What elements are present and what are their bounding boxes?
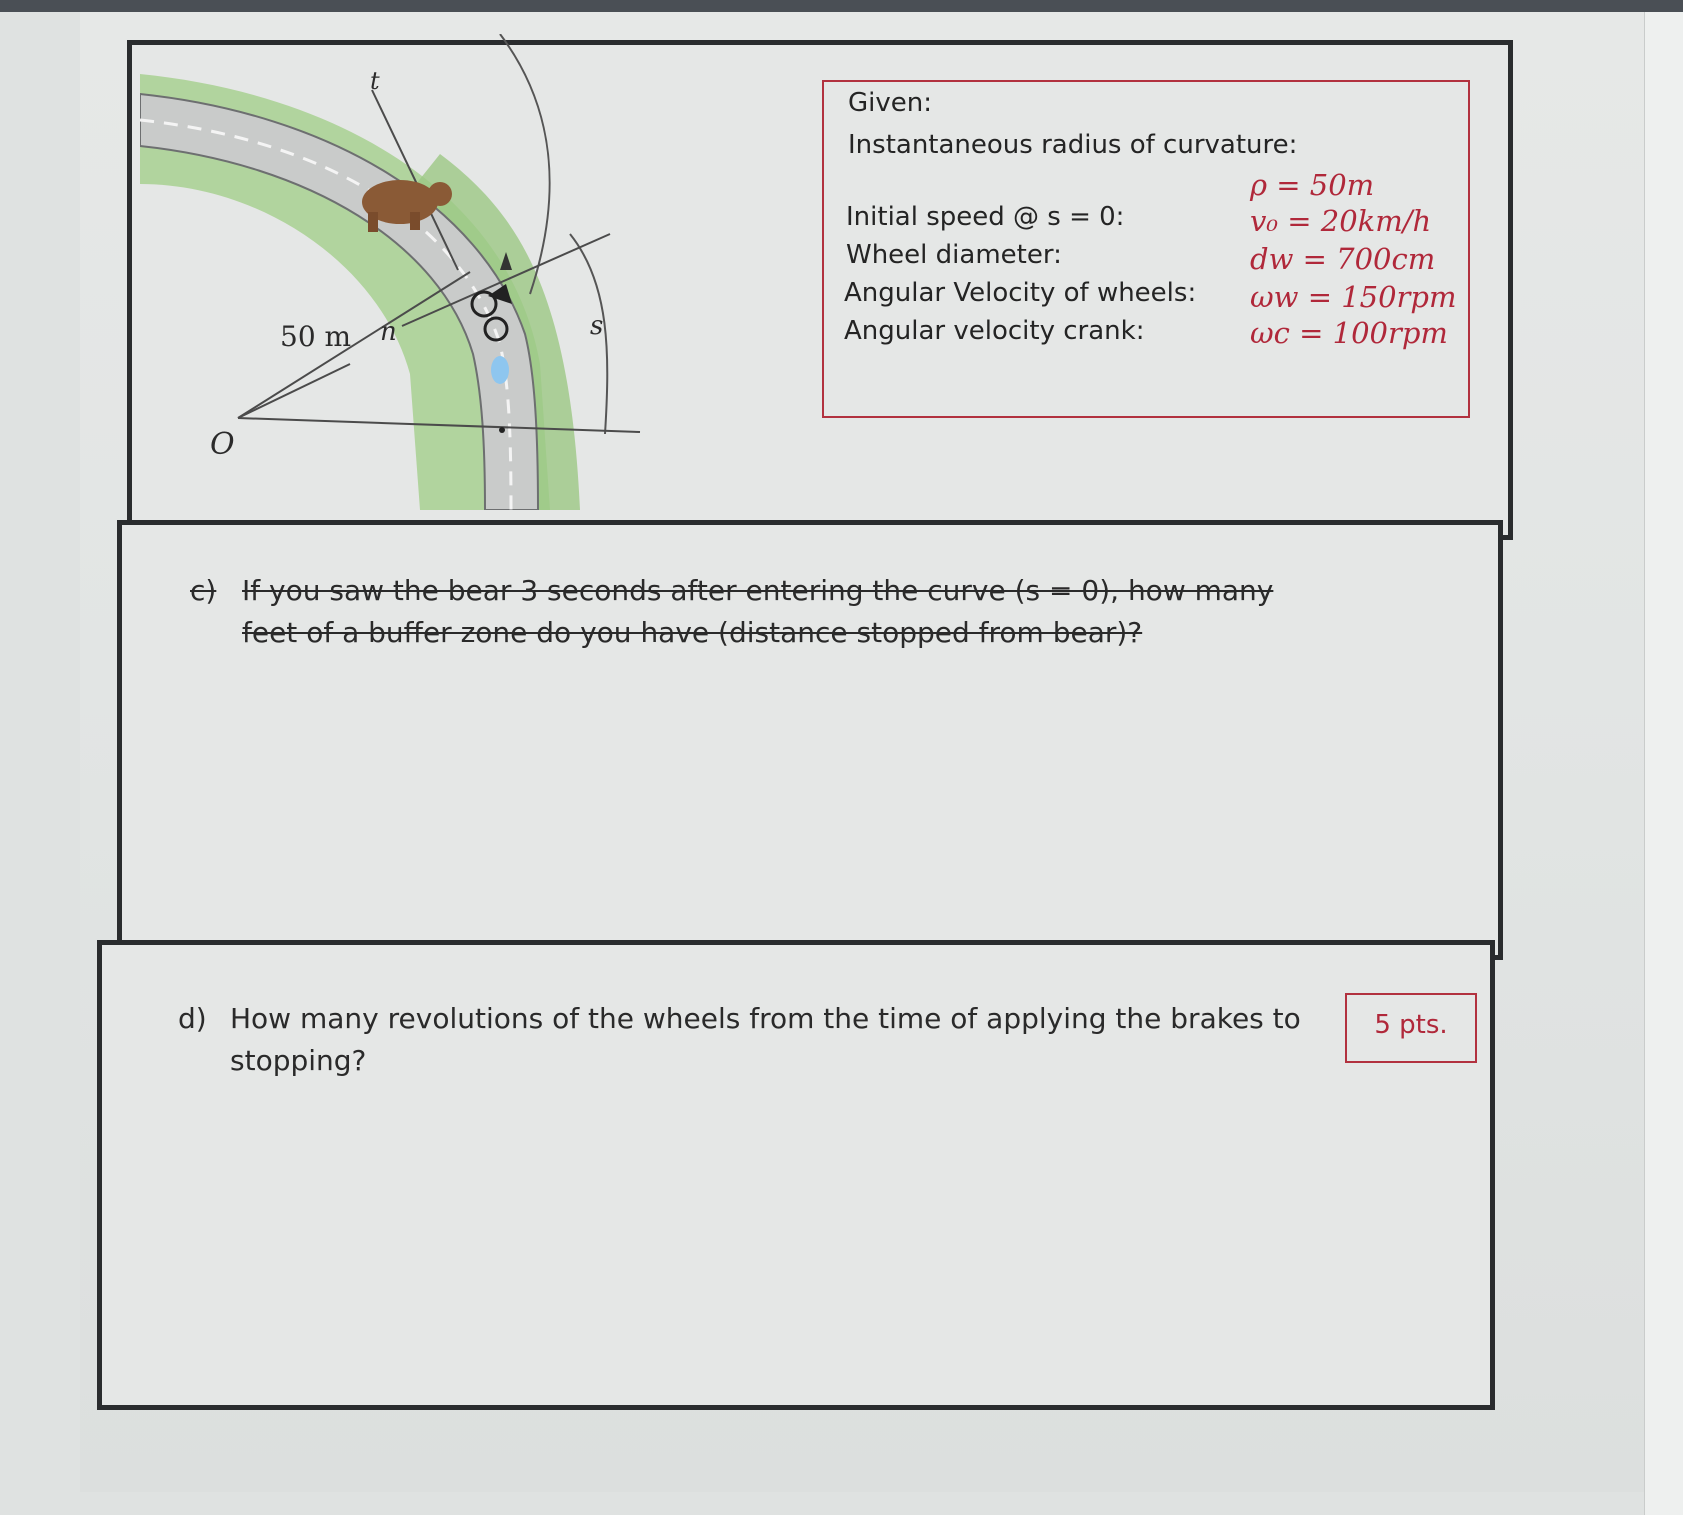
question-c-line2: feet of a buffer zone do you have (distance stopped from bear)? bbox=[242, 616, 1143, 649]
given-value-wheel-diameter: dw = 700cm bbox=[1250, 242, 1436, 276]
question-c-line1: If you saw the bear 3 seconds after entering the curve (s = 0), how many bbox=[242, 574, 1274, 607]
s-label: s bbox=[590, 311, 604, 341]
radius-label: 50 m bbox=[280, 320, 352, 353]
water-spot bbox=[491, 356, 509, 384]
given-label-radius: Instantaneous radius of curvature: bbox=[848, 130, 1298, 160]
given-value-radius: ρ = 50m bbox=[1250, 168, 1375, 202]
o-label: O bbox=[210, 427, 235, 462]
radius-line-2 bbox=[238, 364, 350, 418]
question-d-line2: stopping? bbox=[230, 1044, 367, 1077]
question-d-line1: How many revolutions of the wheels from the time of applying the brakes to bbox=[230, 1002, 1301, 1035]
given-value-speed: v₀ = 20km/h bbox=[1250, 204, 1432, 238]
given-label-wheel-omega: Angular Velocity of wheels: bbox=[844, 278, 1197, 308]
given-value-crank-omega: ωc = 100rpm bbox=[1250, 316, 1448, 350]
given-label-wheel-diameter: Wheel diameter: bbox=[846, 240, 1062, 270]
window-top-bar bbox=[0, 0, 1683, 12]
point-marker bbox=[499, 427, 505, 433]
given-value-wheel-omega: ωw = 150rpm bbox=[1250, 280, 1457, 314]
given-label-speed: Initial speed @ s = 0: bbox=[846, 202, 1125, 232]
curve-diagram bbox=[140, 34, 730, 510]
given-title: Given: bbox=[848, 88, 932, 118]
question-d-marker: d) bbox=[178, 1002, 207, 1035]
t-label: t bbox=[370, 67, 380, 95]
given-label-crank-omega: Angular velocity crank: bbox=[844, 316, 1145, 346]
page-edge bbox=[1644, 12, 1683, 1515]
question-c-marker: c) bbox=[190, 574, 217, 607]
n-label: n bbox=[380, 317, 397, 347]
points-badge: 5 pts. bbox=[1345, 993, 1477, 1063]
